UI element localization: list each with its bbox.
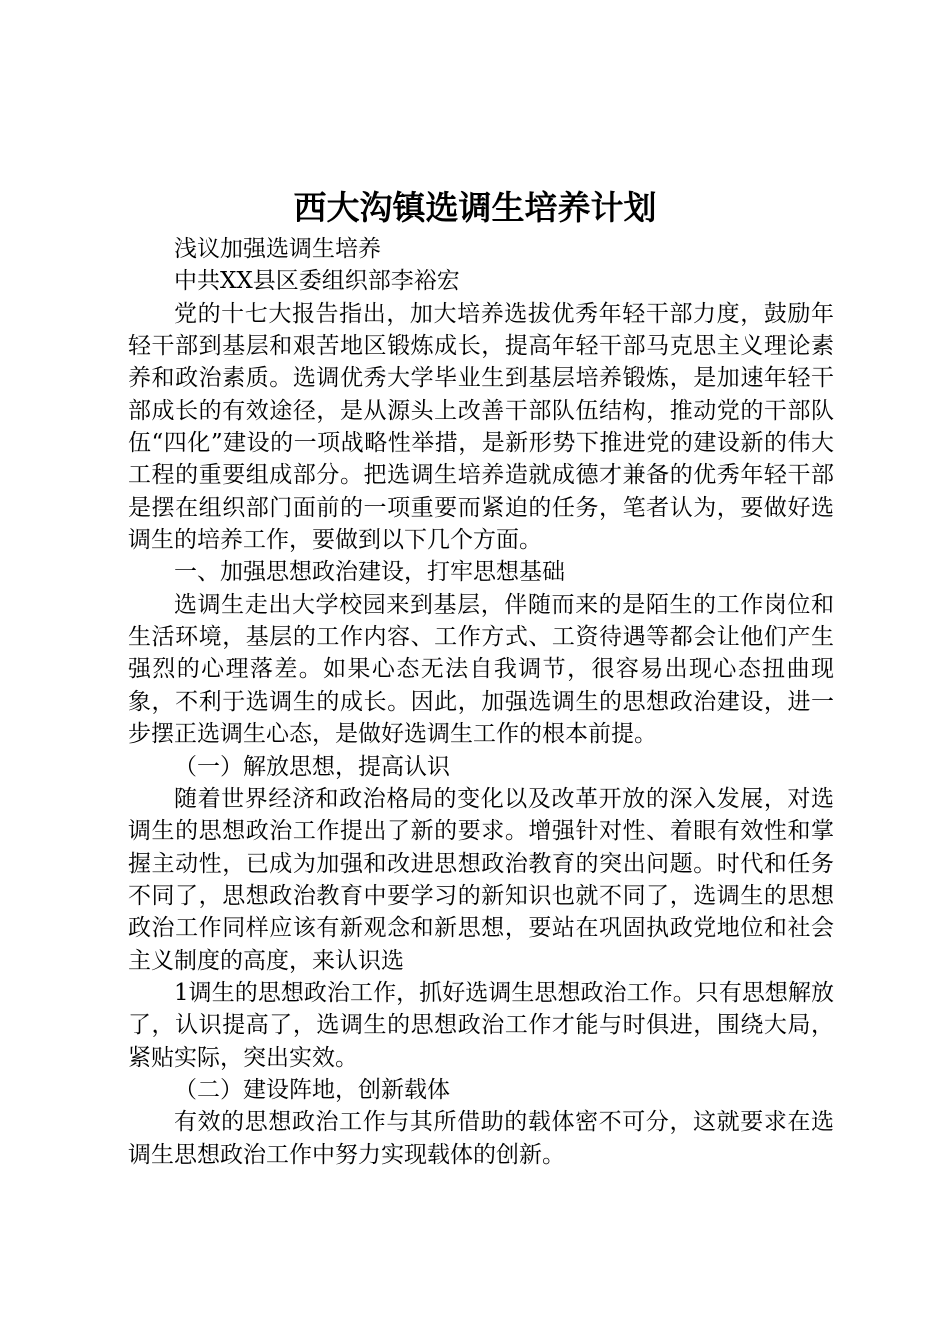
paragraph-subtitle: 浅议加强选调生培养 bbox=[174, 236, 381, 262]
paragraph-author: 中共XX县区委组织部李裕宏 bbox=[174, 268, 460, 295]
section-heading: 一、加强思想政治建设，打牢思想基础 bbox=[174, 559, 565, 586]
paragraph: 1调生的思想政治工作，抓好选调生思想政治工作。只有思想解放了，认识提高了，选调生的思想政治工作才能与时俱进，围绕大局，紧贴实际，突出实效。 bbox=[128, 979, 834, 1071]
paragraph: 有效的思想政治工作与其所借助的载体密不可分，这就要求在选调生思想政治工作中努力实现载体的创新。 bbox=[128, 1109, 834, 1168]
document-title: 西大沟镇选调生培养计划 bbox=[293, 188, 657, 227]
subsection-heading: （一）解放思想，提高认识 bbox=[174, 753, 450, 780]
paragraph: 选调生走出大学校园来到基层，伴随而来的是陌生的工作岗位和生活环境，基层的工作内容、工作方式、工资待遇等都会让他们产生强烈的心理落差。如果心态无法自我调节，很容易出现心态扭曲现象，不利于选调生的成长。因此，加强选调生的思想政治建设，进一步摆正选调生心态，是做好选调生工作的根本前提。 bbox=[128, 591, 834, 748]
document-body bbox=[128, 233, 834, 1171]
subsection-heading: （二）建设阵地，创新载体 bbox=[174, 1076, 450, 1103]
paragraph: 随着世界经济和政治格局的变化以及改革开放的深入发展，对选调生的思想政治工作提出了新的要求。增强针对性、着眼有效性和掌握主动性，已成为加强和改进思想政治教育的突出问题。时代和任务不同了，思想政治教育中要学习的新知识也就不同了，选调生的思想政治工作同样应该有新观念和新思想，要站在巩固执政党地位和社会主义制度的高度，来认识选 bbox=[128, 785, 834, 974]
paragraph: 党的十七大报告指出，加大培养选拔优秀年轻干部力度，鼓励年轻干部到基层和艰苦地区锻炼成长，提高年轻干部马克思主义理论素养和政治素质。选调优秀大学毕业生到基层培养锻炼，是加速年轻干部成长的有效途径，是从源头上改善干部队伍结构，推动党的干部队伍“四化”建设的一项战略性举措，是新形势下推进党的建设新的伟大工程的重要组成部分。把选调生培养造就成德才兼备的优秀年轻干部是摆在组织部门面前的一项重要而紧迫的任务，笔者认为，要做好选调生的培养工作，要做到以下几个方面。 bbox=[128, 300, 834, 554]
